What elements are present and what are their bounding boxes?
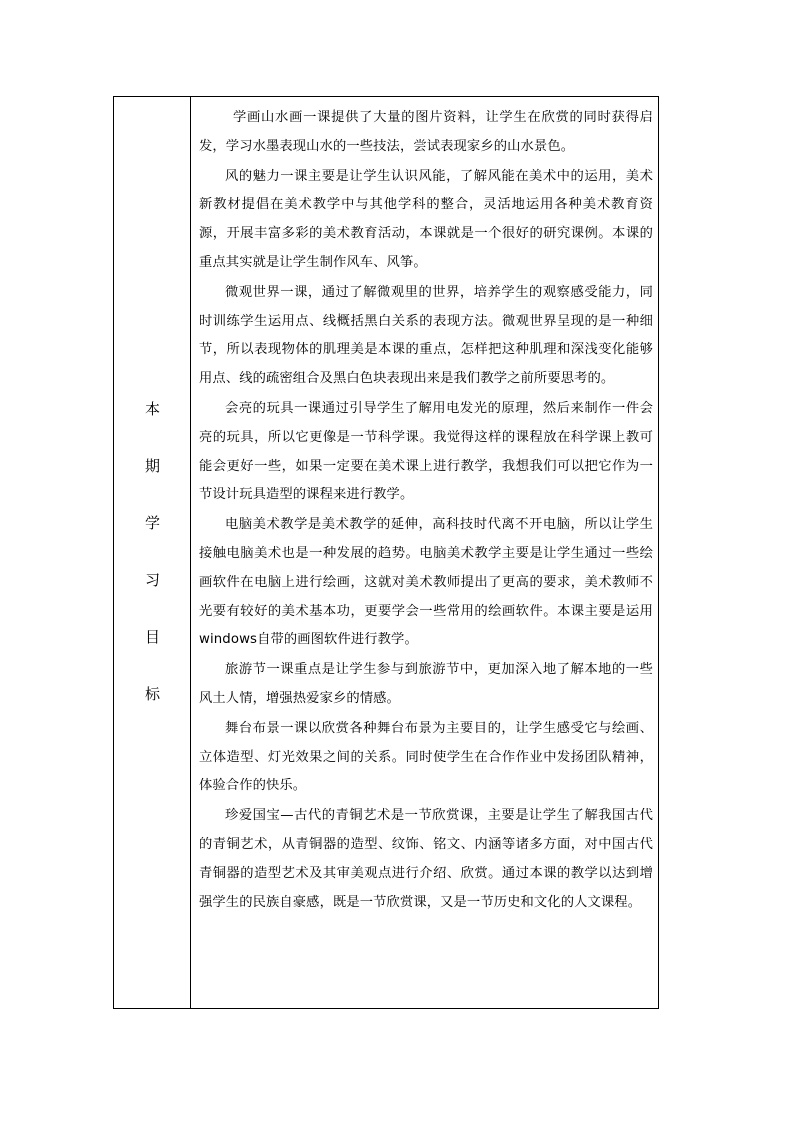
label-char: 习 xyxy=(144,571,160,589)
label-vertical-text xyxy=(114,402,191,744)
label-char: 本 xyxy=(144,400,160,418)
paragraph-qingtong: 珍爱国宝—古代的青铜艺术是一节欣赏课，主要是让学生了解我国古代的青铜艺术，从青铜器的造型、纹饰、铭文、内涵等诸多方面，对中国古代青铜器的造型艺术及其审美观点进行介绍、欣赏。通过本课的教学以达到增强学生的民族自豪感，既是一节欣赏课，又是一节历史和文化的人文课程。 xyxy=(199,808,653,910)
label-char: 期 xyxy=(144,457,160,475)
paragraph-diannao: 电脑美术教学是美术教学的延伸，高科技时代离不开电脑，所以让学生接触电脑美术也是一种发展的趋势。电脑美术教学主要是让学生通过一些绘画软件在电脑上进行绘画，这就对美术教师提出了更高的要求，美术教师不光要有较好的美术基本功，更要学会一些常用的绘画软件。本课主要是运用windows自带的画图软件进行教学。 xyxy=(199,517,653,648)
paragraph-feng: 风的魅力一课主要是让学生认识风能，了解风能在美术中的运用，美术新教材提倡在美术教学中与其他学科的整合，灵活地运用各种美术教育资源，开展丰富多彩的美术教育活动，本课就是一个很好的研究课例。本课的重点其实就是让学生制作风车、风筝。 xyxy=(199,168,653,270)
paragraph-weiguan: 微观世界一课，通过了解微观里的世界，培养学生的观察感受能力，同时训练学生运用点、线概括黑白关系的表现方法。微观世界呈现的是一种细节，所以表现物体的肌理美是本课的重点，怎样把这种肌理和深浅变化能够用点、线的疏密组合及黑白色块表现出来是我们教学之前所要思考的。 xyxy=(199,284,653,387)
paragraph-wanju: 会亮的玩具一课通过引导学生了解用电发光的原理，然后来制作一件会亮的玩具，所以它更像是一节科学课。我觉得这样的课程放在科学课上教可能会更好一些，如果一定要在美术课上进行教学，我想我们可以把它作为一节设计玩具造型的课程来进行教学。 xyxy=(199,400,653,503)
plan-table xyxy=(113,96,659,1009)
paragraph-lvyoujie: 旅游节一课重点是让学生参与到旅游节中，更加深入地了解本地的一些风土人情，增强热爱家乡的情感。 xyxy=(199,662,653,706)
paragraph-shanshui: 学画山水画一课提供了大量的图片资料，让学生在欣赏的同时获得启发，学习水墨表现山水的一些技法，尝试表现家乡的山水景色。 xyxy=(199,110,653,154)
content-cell xyxy=(191,97,658,1008)
label-char: 标 xyxy=(144,685,160,703)
label-char: 目 xyxy=(144,628,160,646)
paragraph-wutai: 舞台布景一课以欣赏各种舞台布景为主要目的，让学生感受它与绘画、立体造型、灯光效果之间的关系。同时使学生在合作作业中发扬团队精神，体验合作的快乐。 xyxy=(199,720,653,794)
label-cell xyxy=(114,97,191,1008)
label-char: 学 xyxy=(144,514,160,532)
